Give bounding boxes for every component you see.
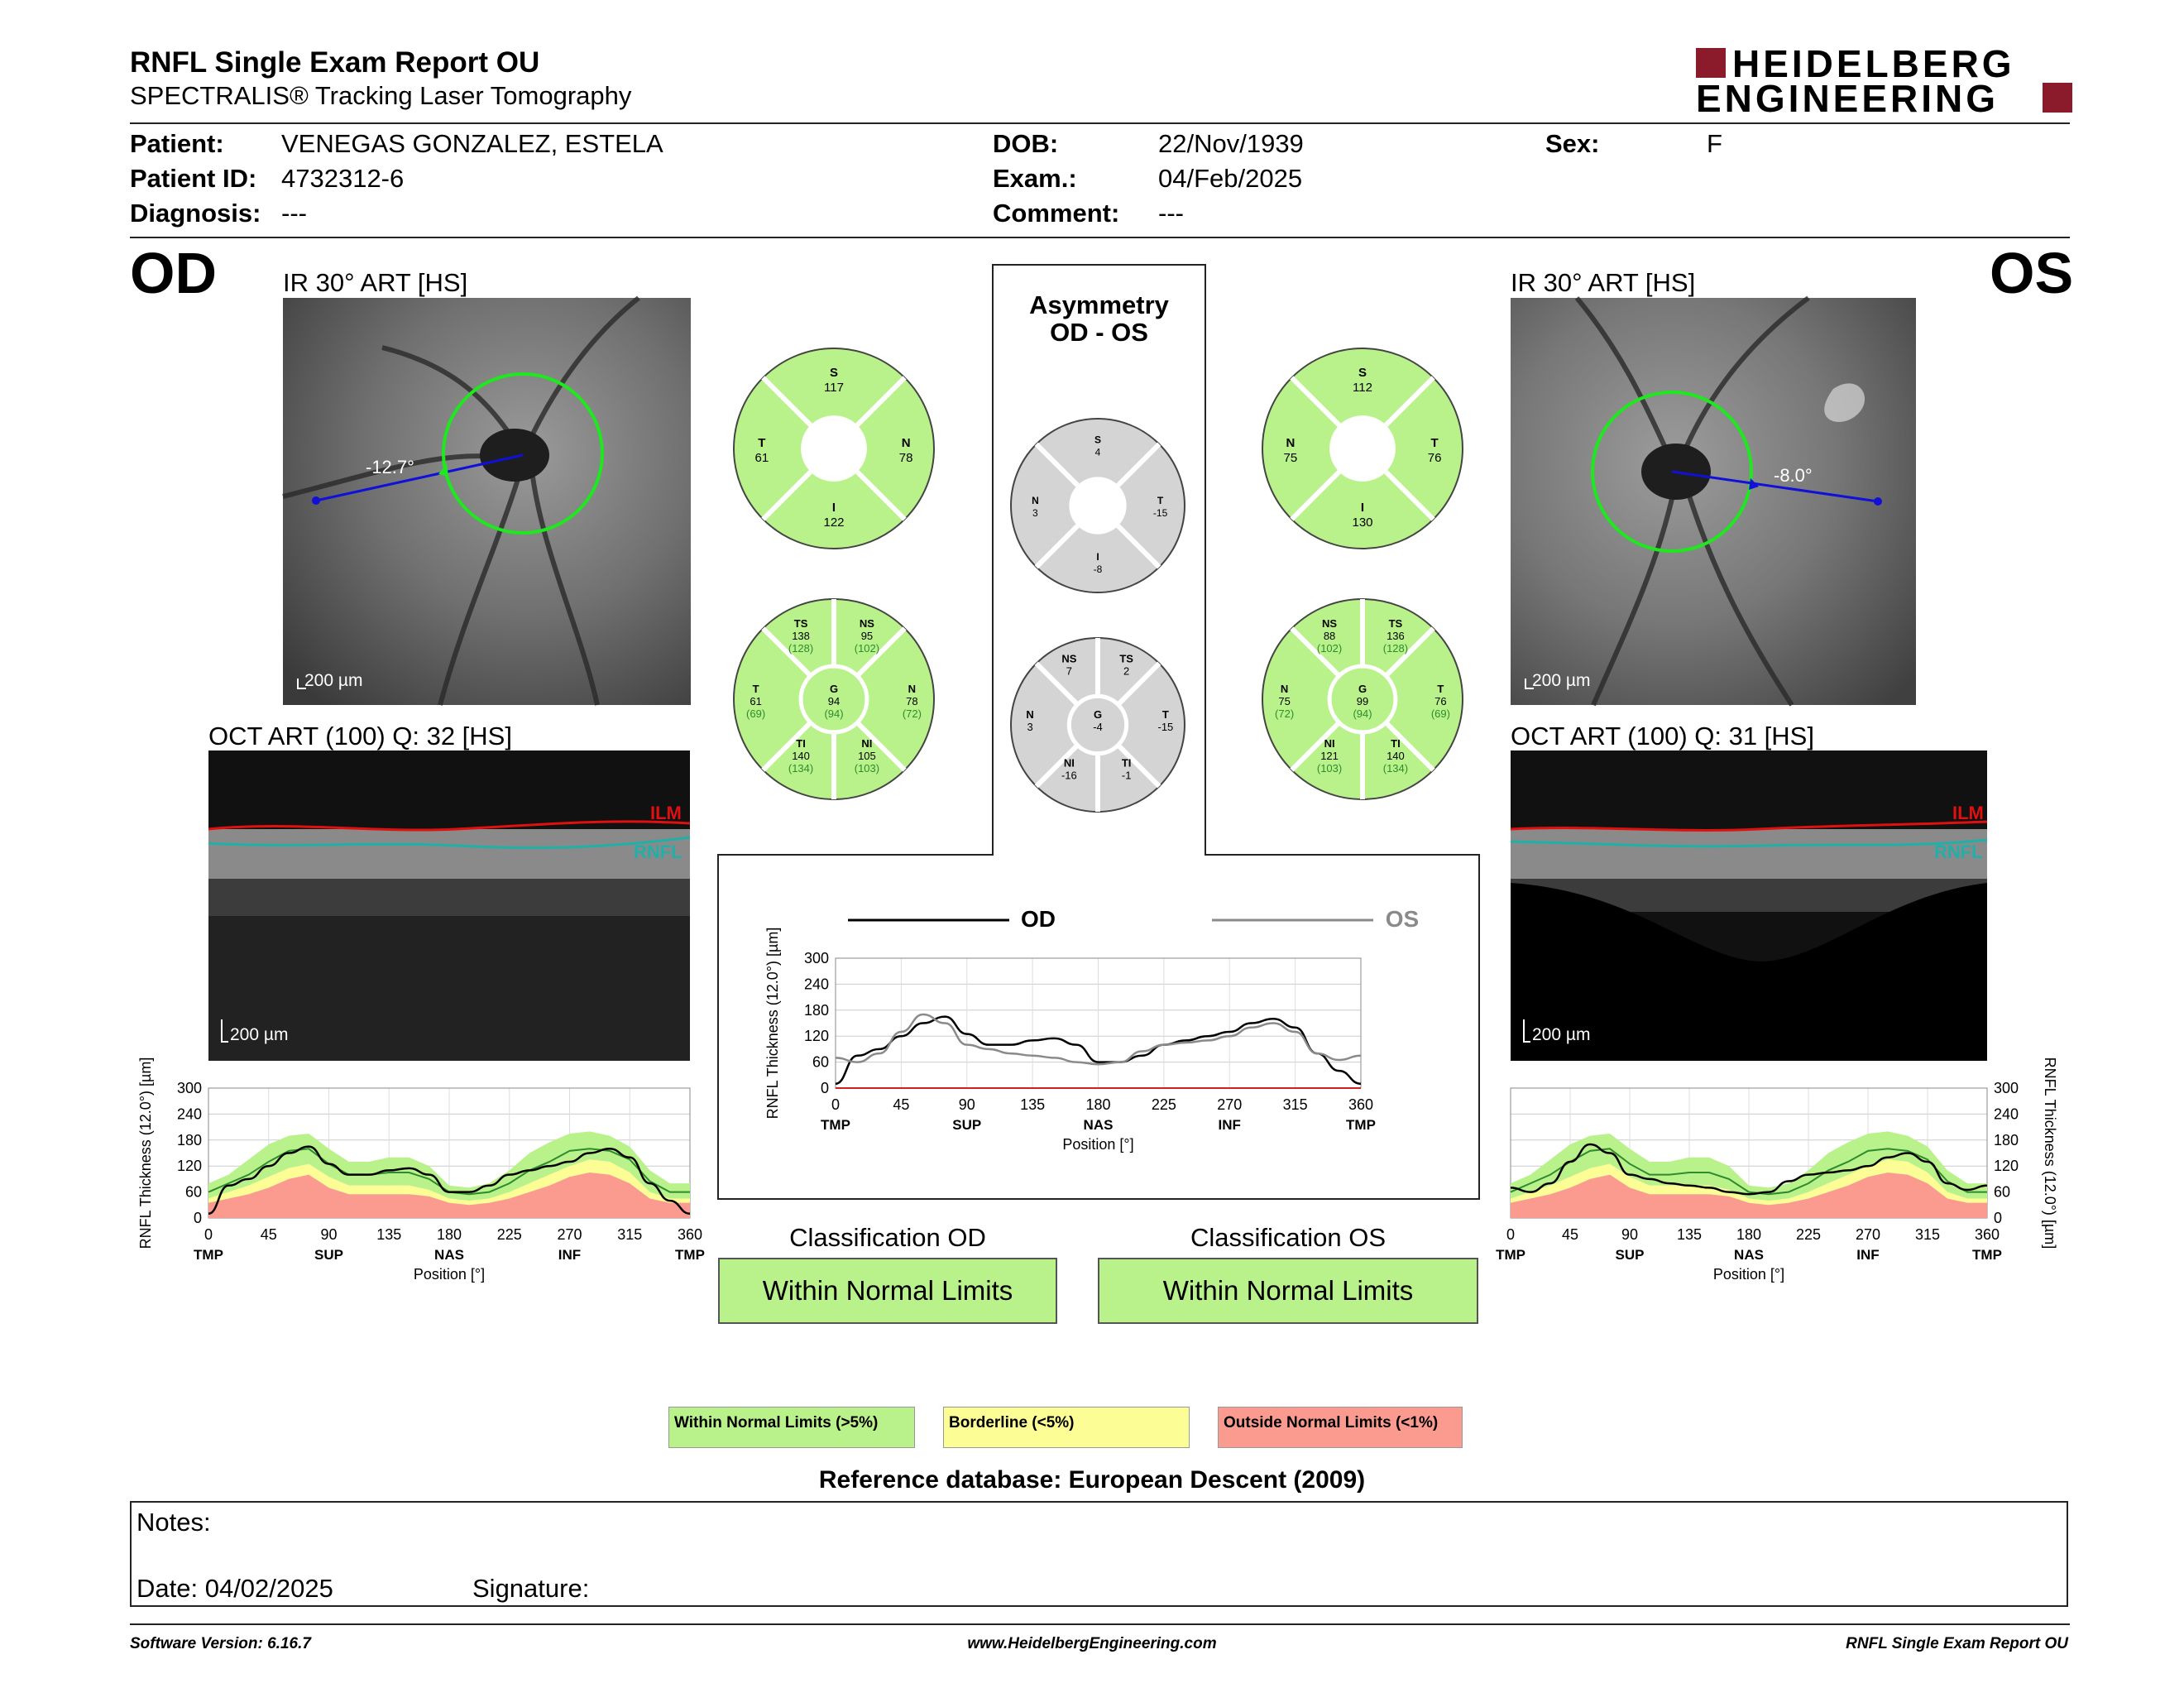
x-tick-label: 180	[436, 1226, 462, 1243]
x-tick-label: 315	[1282, 1096, 1308, 1113]
asym-sector-4-i-letter: I	[1096, 551, 1099, 563]
region-label: NAS	[1734, 1247, 1764, 1263]
os-sector-6-g-norm: (94)	[1353, 707, 1372, 720]
dob-label: DOB:	[993, 129, 1059, 158]
region-label: SUP	[952, 1117, 982, 1133]
os-sector-6-ts-norm: (128)	[1382, 641, 1409, 655]
x-tick-label: 225	[1795, 1226, 1822, 1243]
os-sector-6-ts-letter: TS	[1388, 616, 1403, 630]
os-oct-caption: OCT ART (100) Q: 31 [HS]	[1511, 722, 1814, 750]
asym-sector-4	[1008, 415, 1188, 596]
region-label: SUP	[314, 1247, 343, 1263]
company-logo	[1696, 42, 2072, 120]
asym-sector-4-n-value: 3	[1032, 507, 1038, 519]
od-sector-6-ts-value: 138	[792, 629, 810, 642]
asym-sector-6	[1008, 635, 1188, 815]
os-sector-4-s-value: 112	[1353, 380, 1372, 395]
notes-box[interactable]	[130, 1501, 2068, 1607]
od-sector-6-ni-norm: (103)	[854, 762, 880, 775]
od-ir-scale: 200 µm	[304, 671, 363, 690]
os-ir-scale: 200 µm	[1532, 671, 1591, 690]
x-tick-label: 315	[1914, 1226, 1941, 1243]
logo-line2: ENGINEERING	[1696, 77, 2000, 120]
region-label: INF	[1856, 1247, 1880, 1263]
x-axis-label: Position [°]	[413, 1266, 486, 1283]
od-sector-6	[730, 596, 937, 803]
od-ir-caption: IR 30° ART [HS]	[283, 268, 468, 297]
od-sector-6-g-letter: G	[829, 683, 839, 695]
footer-website[interactable]: www.HeidelbergEngineering.com	[967, 1635, 1217, 1652]
os-eye-label: OS	[1990, 241, 2074, 305]
x-tick-label: 90	[958, 1096, 975, 1113]
od-sector-4-t-letter: T	[758, 436, 766, 450]
od-sector-4-i-letter: I	[831, 501, 836, 516]
y-tick-label: 60	[184, 1183, 202, 1201]
os-sector-4-center	[1329, 415, 1396, 482]
y-tick-label: 120	[176, 1158, 202, 1175]
od-eye-label: OD	[130, 241, 217, 305]
comparison-chart	[761, 885, 1473, 1153]
classification-od-label: Classification OD	[789, 1223, 986, 1252]
od-sector-4	[730, 345, 937, 552]
asym-sector-6-ni-value: -16	[1061, 769, 1077, 782]
od-sector-6-ti-letter: TI	[796, 737, 806, 750]
y-tick-label: 0	[193, 1210, 202, 1226]
y-tick-label: 240	[803, 976, 829, 993]
patient-name: VENEGAS GONZALEZ, ESTELA	[281, 129, 663, 158]
os-ir-caption: IR 30° ART [HS]	[1511, 268, 1696, 297]
os-sector-6-n-letter: N	[1280, 683, 1289, 695]
os-sector-6-ni-letter: NI	[1324, 737, 1335, 750]
report-title: RNFL Single Exam Report OU	[130, 46, 540, 79]
od-oct-scale: 200 µm	[230, 1025, 289, 1044]
y-tick-label: 60	[1994, 1183, 2011, 1201]
os-sector-4-s-letter: S	[1358, 365, 1367, 380]
asym-sector-6-g-value: -4	[1093, 721, 1103, 733]
comment-value: ---	[1158, 199, 1184, 228]
y-tick-label: 300	[1994, 1080, 2019, 1096]
sex-label: Sex:	[1545, 129, 1600, 158]
od-sector-6-g-norm: (94)	[824, 707, 844, 720]
os-ilm-label: ILM	[1952, 803, 1984, 823]
y-tick-label: 300	[803, 950, 829, 966]
x-tick-label: 45	[893, 1096, 910, 1113]
x-tick-label: 90	[1621, 1226, 1639, 1243]
legend-od-label: OD	[1021, 906, 1056, 932]
od-sector-6-ns-value: 95	[860, 629, 874, 642]
od-sector-4-center	[801, 415, 867, 482]
date-label: Date: 04/02/2025	[136, 1574, 333, 1603]
od-sector-6-ts-norm: (128)	[788, 641, 814, 655]
x-tick-label: 270	[1855, 1226, 1881, 1243]
x-tick-label: 180	[1085, 1096, 1111, 1113]
asym-sector-6-n-letter: N	[1026, 708, 1034, 721]
patient-id: 4732312-6	[281, 164, 405, 193]
legend-borderline: Borderline (<5%)	[943, 1407, 1190, 1448]
os-sector-4-n-value: 75	[1283, 451, 1298, 465]
asymmetry-title-line1: Asymmetry	[1029, 290, 1169, 319]
diagnosis-value: ---	[281, 199, 307, 228]
x-tick-label: 135	[376, 1226, 402, 1243]
y-tick-label: 120	[1994, 1158, 2019, 1175]
x-tick-label: 45	[1561, 1226, 1579, 1243]
od-sector-6-ns-letter: NS	[859, 616, 874, 630]
os-sector-6-ns-letter: NS	[1322, 616, 1338, 630]
signature-label: Signature:	[472, 1574, 590, 1603]
od-sector-6-ts-letter: TS	[793, 616, 808, 630]
patient-id-label: Patient ID:	[130, 164, 257, 193]
od-sector-4-n-value: 78	[898, 451, 913, 465]
x-tick-label: 0	[204, 1226, 213, 1243]
region-label: TMP	[194, 1247, 223, 1263]
od-rnfl-chart	[124, 1057, 705, 1307]
os-sector-6	[1259, 596, 1466, 803]
os-sector-6-t-norm: (69)	[1430, 707, 1450, 720]
region-label: TMP	[821, 1117, 850, 1133]
os-sector-6-ni-value: 121	[1320, 750, 1339, 763]
classification-od-box: Within Normal Limits	[718, 1258, 1057, 1324]
os-sector-6-g-letter: G	[1358, 683, 1367, 695]
os-sector-6-ti-letter: TI	[1391, 737, 1401, 750]
od-sector-6-n-letter: N	[908, 683, 917, 695]
exam-label: Exam.:	[993, 164, 1077, 193]
od-ir-image	[283, 298, 691, 705]
x-tick-label: 180	[1736, 1226, 1762, 1243]
y-tick-label: 180	[1994, 1131, 2019, 1149]
os-sector-6-n-value: 75	[1278, 695, 1291, 707]
y-tick-label: 120	[803, 1028, 829, 1045]
x-tick-label: 270	[557, 1226, 582, 1243]
classification-os-label: Classification OS	[1190, 1223, 1387, 1252]
diagnosis-label: Diagnosis:	[130, 199, 261, 228]
asym-sector-6-ti-value: -1	[1121, 769, 1132, 782]
y-axis-label: RNFL Thickness (12.0°) [µm]	[2042, 1057, 2058, 1249]
od-rnfl-label: RNFL	[634, 842, 682, 862]
y-tick-label: 300	[176, 1080, 202, 1096]
os-sector-4-t-value: 76	[1427, 451, 1442, 465]
od-sector-4-n-letter: N	[901, 436, 911, 450]
os-sector-6-ns-norm: (102)	[1316, 641, 1343, 655]
x-tick-label: 225	[496, 1226, 522, 1243]
asymmetry-title-line2: OD - OS	[1050, 318, 1148, 347]
x-tick-label: 0	[1506, 1226, 1516, 1243]
y-tick-label: 0	[820, 1080, 829, 1096]
os-sector-6-ti-norm: (134)	[1382, 762, 1409, 775]
os-oct-scale: 200 µm	[1532, 1025, 1591, 1044]
notes-label: Notes:	[136, 1508, 211, 1537]
dob-value: 22/Nov/1939	[1158, 129, 1304, 158]
asym-sector-6-ns-value: 7	[1066, 664, 1072, 678]
region-label: TMP	[1496, 1247, 1525, 1263]
od-sector-6-ns-norm: (102)	[854, 641, 880, 655]
region-label: TMP	[1972, 1247, 2002, 1263]
os-sector-4	[1259, 345, 1466, 552]
x-axis-label: Position [°]	[1062, 1136, 1134, 1153]
asymmetry-title	[993, 291, 1205, 346]
os-rnfl-label: RNFL	[1934, 842, 1983, 862]
os-oct-scan	[1511, 750, 1987, 1061]
region-label: NAS	[1083, 1117, 1114, 1133]
os-rnfl-chart	[1496, 1057, 2090, 1307]
x-tick-label: 225	[1151, 1096, 1176, 1113]
region-label: SUP	[1615, 1247, 1645, 1263]
x-tick-label: 360	[677, 1226, 703, 1243]
x-tick-label: 90	[320, 1226, 338, 1243]
os-sector-6-ti-value: 140	[1387, 750, 1405, 763]
os-angle: -8.0°	[1774, 465, 1813, 486]
od-sector-6-t-norm: (69)	[746, 707, 766, 720]
reference-database: Reference database: European Descent (2009)	[818, 1466, 1366, 1494]
region-label: NAS	[434, 1247, 464, 1263]
os-sector-6-n-norm: (72)	[1275, 707, 1295, 720]
region-label: INF	[558, 1247, 582, 1263]
x-tick-label: 270	[1217, 1096, 1243, 1113]
asym-sector-4-t-letter: T	[1157, 495, 1164, 506]
od-sector-4-s-value: 117	[824, 380, 844, 395]
od-sector-4-s-letter: S	[829, 365, 839, 380]
y-axis-label: RNFL Thickness (12.0°) [µm]	[764, 927, 781, 1120]
footer-software: Software Version: 6.16.7	[130, 1635, 311, 1652]
os-sector-4-i-value: 130	[1352, 516, 1373, 530]
os-sector-6-ni-norm: (103)	[1316, 762, 1343, 775]
od-sector-6-n-value: 78	[906, 695, 918, 707]
logo-line1: HEIDELBERG	[1732, 42, 2015, 85]
region-label: TMP	[675, 1247, 705, 1263]
x-tick-label: 360	[1348, 1096, 1374, 1113]
od-oct-caption: OCT ART (100) Q: 32 [HS]	[208, 722, 512, 750]
os-sector-6-t-letter: T	[1437, 683, 1444, 695]
classification-os-box: Within Normal Limits	[1098, 1258, 1478, 1324]
od-sector-6-g-value: 94	[827, 695, 841, 707]
os-sector-4-n-letter: N	[1286, 436, 1296, 450]
od-sector-4-t-value: 61	[754, 451, 769, 465]
asym-sector-4-n-letter: N	[1032, 495, 1039, 506]
y-tick-label: 240	[176, 1105, 202, 1123]
asym-sector-6-n-value: 3	[1027, 721, 1033, 733]
od-angle: -12.7°	[366, 457, 414, 477]
y-axis-label: RNFL Thickness (12.0°) [µm]	[137, 1057, 154, 1249]
asym-sector-4-i-value: -8	[1093, 563, 1103, 576]
y-tick-label: 180	[176, 1131, 202, 1149]
od-sector-4-i-value: 122	[823, 516, 845, 530]
od-sector-6-ti-value: 140	[792, 750, 810, 763]
region-label: TMP	[1346, 1117, 1376, 1133]
x-axis-label: Position [°]	[1712, 1266, 1785, 1283]
od-oct-scan	[208, 750, 690, 1061]
legend-normal: Within Normal Limits (>5%)	[668, 1407, 915, 1448]
od-sector-6-ni-letter: NI	[861, 737, 873, 750]
od-sector-6-t-letter: T	[752, 683, 759, 695]
od-sector-6-n-norm: (72)	[902, 707, 922, 720]
os-sector-6-ts-value: 136	[1387, 629, 1405, 642]
os-sector-6-t-value: 76	[1434, 695, 1447, 707]
patient-label: Patient:	[130, 129, 224, 158]
asym-sector-6-ni-letter: NI	[1063, 756, 1075, 770]
x-tick-label: 360	[1974, 1226, 2000, 1243]
od-sector-6-ti-norm: (134)	[788, 762, 814, 775]
asym-sector-4-s-value: 4	[1094, 446, 1101, 458]
x-tick-label: 0	[831, 1096, 841, 1113]
os-sector-4-i-letter: I	[1360, 501, 1365, 516]
os-sector-6-ns-value: 88	[1323, 629, 1336, 642]
asym-sector-6-t-value: -15	[1157, 721, 1174, 733]
asym-sector-4-s-letter: S	[1094, 434, 1102, 446]
od-sector-6-t-value: 61	[750, 695, 762, 707]
legend-os-label: OS	[1385, 906, 1420, 932]
x-tick-label: 135	[1676, 1226, 1703, 1243]
y-tick-label: 60	[812, 1053, 829, 1071]
asym-sector-4-center	[1069, 477, 1126, 534]
os-sector-6-g-value: 99	[1356, 695, 1369, 707]
exam-value: 04/Feb/2025	[1158, 164, 1303, 193]
footer-report: RNFL Single Exam Report OU	[1846, 1635, 2068, 1652]
x-tick-label: 45	[260, 1226, 277, 1243]
y-tick-label: 0	[1994, 1210, 2003, 1226]
asym-sector-4-t-value: -15	[1152, 507, 1168, 519]
os-sector-4-t-letter: T	[1430, 436, 1439, 450]
asym-sector-6-g-letter: G	[1093, 708, 1103, 721]
os-ir-image	[1511, 298, 1916, 705]
od-sector-6-ni-value: 105	[858, 750, 876, 763]
asym-sector-6-ts-letter: TS	[1119, 652, 1133, 665]
x-tick-label: 315	[617, 1226, 643, 1243]
y-tick-label: 180	[803, 1001, 829, 1019]
report-subtitle: SPECTRALIS® Tracking Laser Tomography	[130, 81, 632, 110]
asym-sector-6-t-letter: T	[1161, 708, 1169, 721]
legend-outside: Outside Normal Limits (<1%)	[1218, 1407, 1463, 1448]
asym-sector-6-ns-letter: NS	[1061, 652, 1077, 665]
asym-sector-6-ti-letter: TI	[1121, 756, 1132, 770]
y-tick-label: 240	[1994, 1105, 2019, 1123]
od-ilm-label: ILM	[650, 803, 682, 823]
comment-label: Comment:	[993, 199, 1120, 228]
sex-value: F	[1707, 129, 1722, 158]
x-tick-label: 135	[1020, 1096, 1046, 1113]
asym-sector-6-ts-value: 2	[1123, 664, 1130, 678]
region-label: INF	[1218, 1117, 1241, 1133]
